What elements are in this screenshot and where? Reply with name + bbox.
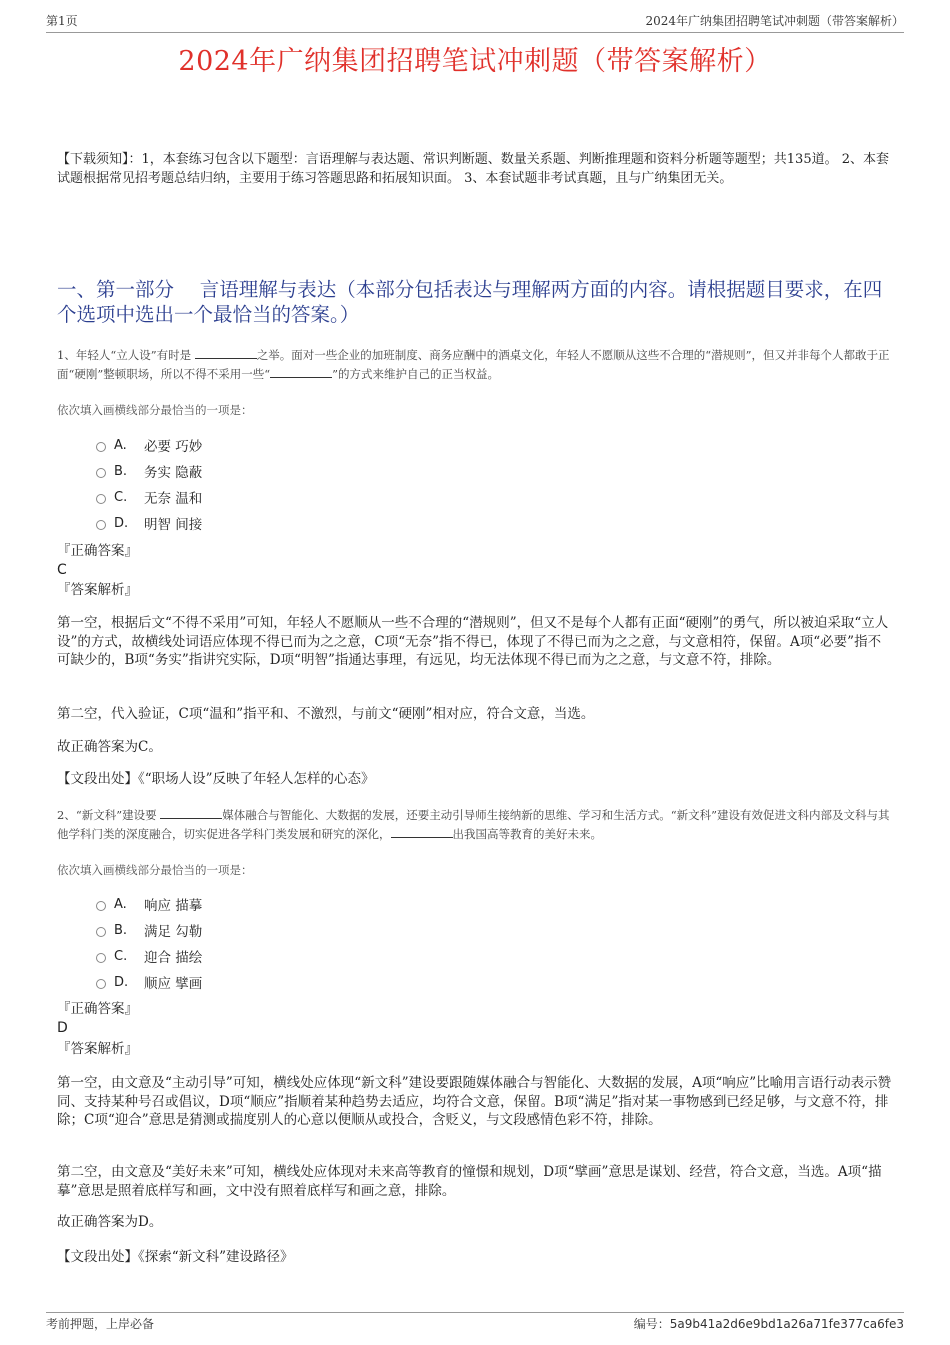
q1-answer: C bbox=[57, 562, 67, 578]
blank-line bbox=[270, 366, 332, 378]
q2-text-part-a: 2、“新文科”建设要 bbox=[57, 808, 161, 822]
q2-text-part-c: 出我国高等教育的美好未来。 bbox=[452, 827, 602, 841]
question-1-text bbox=[57, 346, 900, 384]
q2-instruction: 依次填入画横线部分最恰当的一项是： bbox=[57, 863, 253, 877]
question-2-text bbox=[57, 806, 900, 844]
q2-analysis-paragraph-1: 第一空，由文意及“主动引导”可知，横线处应体现“新文科”建设要跟随媒体融合与智能化、大数据的发展，A项“响应”比喻用言语行动表示赞同、支持某种号召或倡议，D项“顺应”指顺着某种趋势去适应，均符合文意，保留。B项“满足”指对某一事物感到已经足够，与文意不符，排除；C项“迎合”意思是猜测或揣度别人的心意以便顺从或投合，含贬义，与文段感情色彩不符，排除。 bbox=[57, 1075, 892, 1128]
section-heading: 一、第一部分 言语理解与表达（本部分包括表达与理解两方面的内容。请根据题目要求，在四个选项中选出一个最恰当的答案。） bbox=[57, 278, 883, 326]
radio-icon[interactable] bbox=[96, 442, 106, 452]
q2-analysis-label: 『答案解析』 bbox=[57, 1041, 138, 1057]
page-footer bbox=[46, 1312, 904, 1336]
q2-text-part-b: 媒体融合与智能化、大数据的发展，还要主动引导师生接纳新的思维、学习和生活方式。“新文科”建设有效促进文科内部及文科与其他学科门类的深度融合，切实促进各学科门类发展和研究的深化， bbox=[57, 808, 890, 841]
radio-icon[interactable] bbox=[96, 494, 106, 504]
q1-option-b[interactable]: B. 务实 隐蔽 bbox=[96, 458, 202, 484]
download-notice: 【下载须知】：1，本套练习包含以下题型：言语理解与表达题、常识判断题、数量关系题、判断推理题和资料分析题等题型；共135道。 2、本套试题根据常见招考题总结归纳，主要用于练习答题思路和拓展知识面。 3、本套试题非考试真题，且与广纳集团无关。 bbox=[57, 152, 889, 186]
q1-analysis-paragraph-2: 第二空，代入验证，C项“温和”指平和、不激烈，与前文“硬刚”相对应，符合文意，当选。 bbox=[57, 706, 595, 722]
q1-analysis-label: 『答案解析』 bbox=[57, 582, 138, 598]
q1-text-part-b: 之举。面对一些企业的加班制度、商务应酬中的酒桌文化，年轻人不愿顺从这些不合理的“潜规则”，但又并非每个人都敢于正面“硬刚”整顿职场，所以不得不采用一些“ bbox=[57, 348, 890, 381]
radio-icon[interactable] bbox=[96, 901, 106, 911]
header-doc-title: 2024年广纳集团招聘笔试冲刺题（带答案解析） bbox=[645, 14, 904, 28]
page-header bbox=[46, 12, 904, 33]
q1-text-part-a: 1、年轻人“立人设”有时是 bbox=[57, 348, 195, 362]
document-title: 2024年广纳集团招聘笔试冲刺题（带答案解析） bbox=[178, 46, 772, 77]
q2-option-d[interactable]: D. 顺应 擘画 bbox=[96, 969, 202, 995]
q2-option-c[interactable]: C. 迎合 描绘 bbox=[96, 943, 202, 969]
radio-icon[interactable] bbox=[96, 979, 106, 989]
blank-line bbox=[391, 826, 453, 838]
radio-icon[interactable] bbox=[96, 953, 106, 963]
q1-answer-label: 『正确答案』 bbox=[57, 543, 138, 559]
q2-option-b[interactable]: B. 满足 勾勒 bbox=[96, 917, 202, 943]
q1-option-d[interactable]: D. 明智 间接 bbox=[96, 510, 202, 536]
radio-icon[interactable] bbox=[96, 468, 106, 478]
footer-code-label: 编号： bbox=[633, 1317, 670, 1331]
q1-text-part-c: ”的方式来维护自己的正当权益。 bbox=[332, 367, 500, 381]
footer-slogan: 考前押题，上岸必备 bbox=[46, 1317, 155, 1331]
q2-answer-label: 『正确答案』 bbox=[57, 1001, 138, 1017]
q2-analysis-paragraph-2: 第二空，由文意及“美好未来”可知，横线处应体现对未来高等教育的憧憬和规划，D项“擘画”意思是谋划、经营，符合文意，当选。A项“描摹”意思是照着底样写和画，文中没有照着底样写和画之意，排除。 bbox=[57, 1164, 882, 1199]
radio-icon[interactable] bbox=[96, 520, 106, 530]
blank-line bbox=[195, 347, 257, 359]
q1-instruction: 依次填入画横线部分最恰当的一项是： bbox=[57, 403, 253, 417]
blank-line bbox=[160, 807, 222, 819]
q2-option-a[interactable]: A. 响应 描摹 bbox=[96, 891, 202, 917]
q1-options bbox=[96, 432, 202, 536]
q1-analysis-paragraph-3: 故正确答案为C。 bbox=[57, 739, 162, 755]
radio-icon[interactable] bbox=[96, 927, 106, 937]
q2-options bbox=[96, 891, 202, 995]
q1-source: 【文段出处】《“职场人设”反映了年轻人怎样的心态》 bbox=[57, 771, 375, 787]
page-number: 第1页 bbox=[46, 14, 78, 28]
q1-option-c[interactable]: C. 无奈 温和 bbox=[96, 484, 202, 510]
q1-analysis-paragraph-1: 第一空，根据后文“不得不采用”可知，年轻人不愿顺从一些不合理的“潜规则”，但又不是每个人都有正面“硬刚”的勇气，所以被迫采取“立人设”的方式，故横线处词语应体现不得已而为之之意，C项“无奈”指不得已，体现了不得已而为之之意，与文意相符，保留。A项“必要”指不可缺少的，B项“务实”指讲究实际，D项“明智”指通达事理，有远见，均无法体现不得已而为之之意，与文意不符，排除。 bbox=[57, 615, 889, 668]
q2-analysis-paragraph-3: 故正确答案为D。 bbox=[57, 1214, 163, 1230]
q2-answer: D bbox=[57, 1020, 68, 1036]
q2-source: 【文段出处】《探索“新文科”建设路径》 bbox=[57, 1249, 294, 1265]
q1-option-a[interactable]: A. 必要 巧妙 bbox=[96, 432, 202, 458]
footer-code-block bbox=[634, 1316, 904, 1332]
footer-code: 5a9b41a2d6e9bd1a26a71fe377ca6fe3 bbox=[669, 1317, 904, 1331]
